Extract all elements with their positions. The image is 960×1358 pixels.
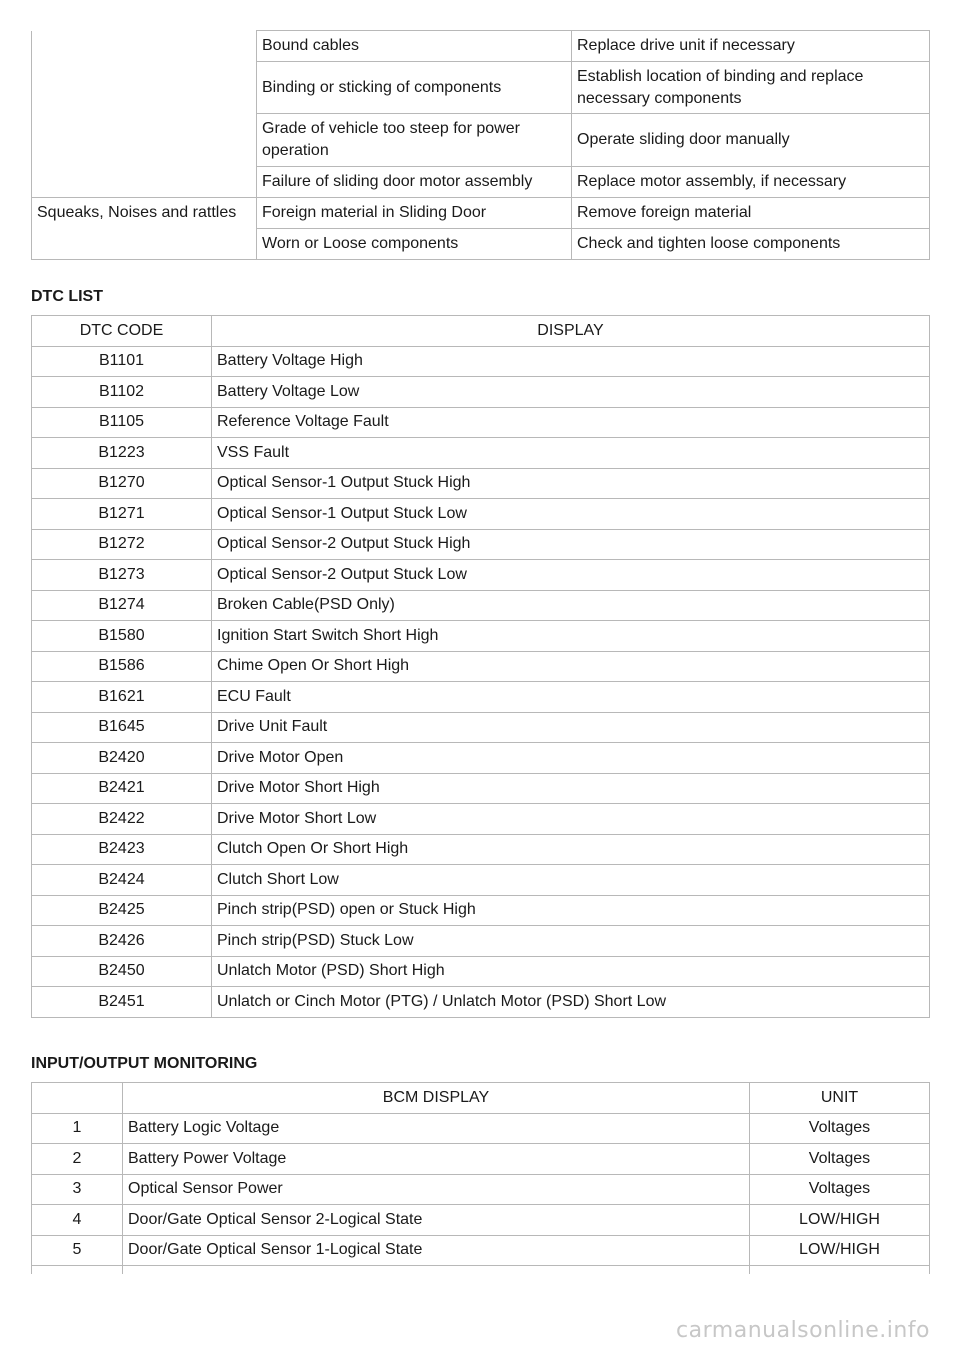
dtc-display-cell: Clutch Open Or Short High <box>212 834 930 865</box>
dtc-code-cell: B2424 <box>32 865 212 896</box>
dtc-display-cell: Optical Sensor-1 Output Stuck Low <box>212 499 930 530</box>
table-row <box>32 438 930 469</box>
dtc-display-cell: Optical Sensor-2 Output Stuck High <box>212 529 930 560</box>
dtc-code-cell: B2451 <box>32 987 212 1018</box>
dtc-code-cell: B2420 <box>32 743 212 774</box>
dtc-code-cell: B1273 <box>32 560 212 591</box>
table-row <box>32 682 930 713</box>
io-display-cell: Battery Power Voltage <box>123 1144 750 1175</box>
dtc-display-header: DISPLAY <box>212 316 930 347</box>
table-row <box>32 895 930 926</box>
dtc-code-cell: B1102 <box>32 377 212 408</box>
io-display-cell: Door/Gate Optical Sensor 2-Logical State <box>123 1205 750 1236</box>
dtc-list-heading: DTC LIST <box>31 288 103 305</box>
dtc-display-cell: Clutch Short Low <box>212 865 930 896</box>
table-row <box>32 560 930 591</box>
dtc-display-cell: Unlatch Motor (PSD) Short High <box>212 956 930 987</box>
remedy-cell: Replace motor assembly, if necessary <box>572 167 930 198</box>
dtc-code-cell: B1105 <box>32 407 212 438</box>
troubleshooting-table <box>31 30 930 260</box>
table-row <box>32 1174 930 1205</box>
io-display-header: BCM DISPLAY <box>123 1083 750 1114</box>
dtc-code-cell: B1580 <box>32 621 212 652</box>
watermark: carmanualsonline.info <box>676 1318 930 1343</box>
remedy-cell: Replace drive unit if necessary <box>572 31 930 62</box>
table-row <box>32 956 930 987</box>
dtc-display-cell: Reference Voltage Fault <box>212 407 930 438</box>
table-row <box>32 1144 930 1175</box>
cause-cell: Foreign material in Sliding Door <box>257 198 572 229</box>
table-row <box>32 743 930 774</box>
remedy-cell: Remove foreign material <box>572 198 930 229</box>
io-display-cell: Battery Logic Voltage <box>123 1113 750 1144</box>
table-row <box>32 987 930 1018</box>
remedy-cell: Check and tighten loose components <box>572 229 930 260</box>
dtc-code-cell: B2425 <box>32 895 212 926</box>
table-row <box>32 198 930 229</box>
io-num-cell: 5 <box>32 1235 123 1266</box>
dtc-code-cell: B1271 <box>32 499 212 530</box>
table-row <box>32 1235 930 1266</box>
empty-cell <box>123 1266 750 1275</box>
table-row <box>32 377 930 408</box>
dtc-display-cell: Battery Voltage High <box>212 346 930 377</box>
io-monitoring-heading: INPUT/OUTPUT MONITORING <box>31 1055 258 1072</box>
table-row <box>32 865 930 896</box>
dtc-code-cell: B2426 <box>32 926 212 957</box>
cause-cell: Bound cables <box>257 31 572 62</box>
table-row-continuation <box>32 1266 930 1275</box>
dtc-code-cell: B2421 <box>32 773 212 804</box>
io-monitoring-table <box>31 1082 930 1274</box>
table-row <box>32 621 930 652</box>
table-row <box>32 346 930 377</box>
dtc-display-cell: Battery Voltage Low <box>212 377 930 408</box>
dtc-display-cell: Optical Sensor-1 Output Stuck High <box>212 468 930 499</box>
dtc-display-cell: ECU Fault <box>212 682 930 713</box>
dtc-code-cell: B1586 <box>32 651 212 682</box>
table-row <box>32 407 930 438</box>
table-row <box>32 499 930 530</box>
dtc-code-cell: B1270 <box>32 468 212 499</box>
io-unit-header: UNIT <box>750 1083 930 1114</box>
table-row <box>32 773 930 804</box>
io-unit-cell: Voltages <box>750 1113 930 1144</box>
remedy-cell: Operate sliding door manually <box>572 114 930 167</box>
dtc-display-cell: Chime Open Or Short High <box>212 651 930 682</box>
table-row <box>32 529 930 560</box>
dtc-display-cell: Pinch strip(PSD) open or Stuck High <box>212 895 930 926</box>
io-num-cell: 3 <box>32 1174 123 1205</box>
dtc-display-cell: Pinch strip(PSD) Stuck Low <box>212 926 930 957</box>
dtc-code-cell: B1101 <box>32 346 212 377</box>
dtc-display-cell: Drive Motor Short Low <box>212 804 930 835</box>
io-display-cell: Door/Gate Optical Sensor 1-Logical State <box>123 1235 750 1266</box>
remedy-cell: Establish location of binding and replace necessary components <box>572 62 930 114</box>
dtc-code-header: DTC CODE <box>32 316 212 347</box>
io-num-header <box>32 1083 123 1114</box>
cause-cell: Grade of vehicle too steep for power operation <box>257 114 572 167</box>
table-row <box>32 712 930 743</box>
io-unit-cell: Voltages <box>750 1174 930 1205</box>
table-row <box>32 590 930 621</box>
dtc-code-cell: B1223 <box>32 438 212 469</box>
io-unit-cell: LOW/HIGH <box>750 1235 930 1266</box>
table-row <box>32 1113 930 1144</box>
table-row <box>32 651 930 682</box>
dtc-code-cell: B2450 <box>32 956 212 987</box>
dtc-display-cell: Unlatch or Cinch Motor (PTG) / Unlatch Motor (PSD) Short Low <box>212 987 930 1018</box>
io-unit-cell: LOW/HIGH <box>750 1205 930 1236</box>
dtc-code-cell: B1274 <box>32 590 212 621</box>
dtc-display-cell: Drive Motor Short High <box>212 773 930 804</box>
io-num-cell: 4 <box>32 1205 123 1236</box>
dtc-display-cell: Optical Sensor-2 Output Stuck Low <box>212 560 930 591</box>
dtc-display-cell: Ignition Start Switch Short High <box>212 621 930 652</box>
cause-cell: Worn or Loose components <box>257 229 572 260</box>
dtc-table <box>31 315 930 1018</box>
dtc-code-cell: B1272 <box>32 529 212 560</box>
dtc-display-cell: VSS Fault <box>212 438 930 469</box>
dtc-code-cell: B2423 <box>32 834 212 865</box>
dtc-code-cell: B1645 <box>32 712 212 743</box>
table-row <box>32 31 930 62</box>
io-num-cell: 2 <box>32 1144 123 1175</box>
cause-cell: Failure of sliding door motor assembly <box>257 167 572 198</box>
dtc-display-cell: Drive Motor Open <box>212 743 930 774</box>
table-row <box>32 834 930 865</box>
empty-cell <box>750 1266 930 1275</box>
table-row <box>32 468 930 499</box>
dtc-display-cell: Broken Cable(PSD Only) <box>212 590 930 621</box>
symptom-cell: Squeaks, Noises and rattles <box>32 198 257 260</box>
dtc-display-cell: Drive Unit Fault <box>212 712 930 743</box>
io-display-cell: Optical Sensor Power <box>123 1174 750 1205</box>
table-row <box>32 926 930 957</box>
io-header-row <box>32 1083 930 1114</box>
io-num-cell: 1 <box>32 1113 123 1144</box>
empty-cell <box>32 1266 123 1275</box>
table-row <box>32 804 930 835</box>
symptom-cell-group <box>32 31 257 198</box>
dtc-header-row <box>32 316 930 347</box>
cause-cell: Binding or sticking of components <box>257 62 572 114</box>
dtc-code-cell: B2422 <box>32 804 212 835</box>
dtc-code-cell: B1621 <box>32 682 212 713</box>
io-unit-cell: Voltages <box>750 1144 930 1175</box>
table-row <box>32 1205 930 1236</box>
